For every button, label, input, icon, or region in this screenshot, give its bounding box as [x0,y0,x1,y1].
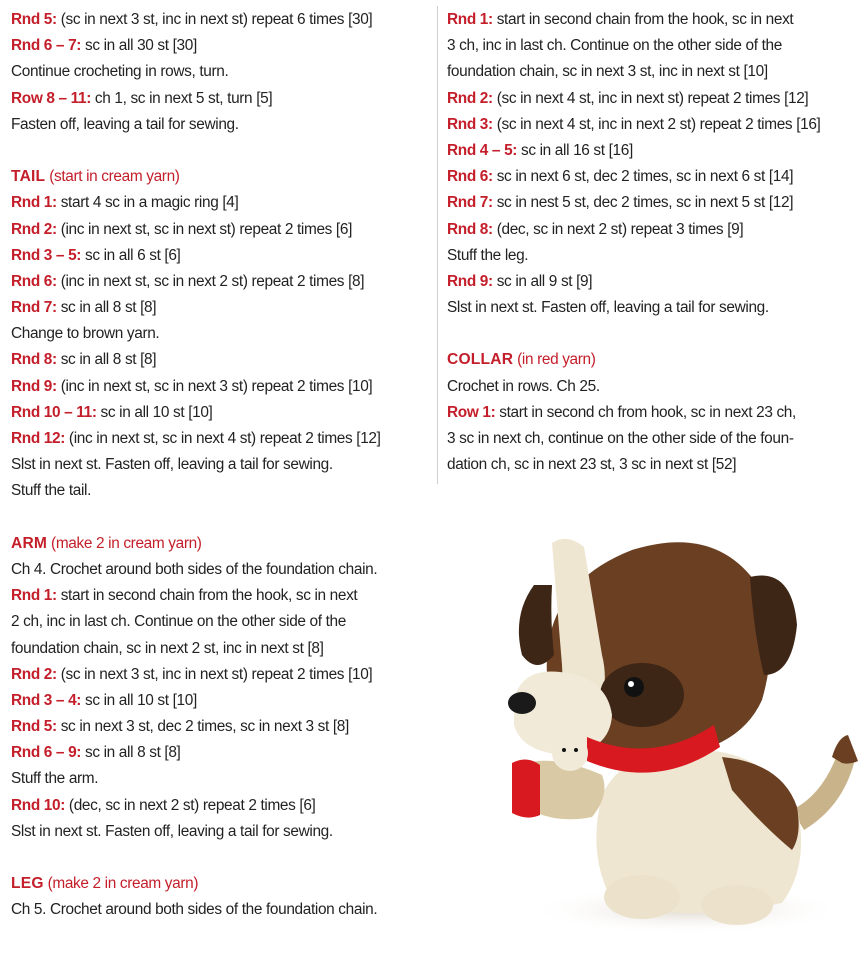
section-subtitle: (make 2 in cream yarn) [47,534,202,552]
pattern-line [11,714,436,740]
instruction-text: start 4 sc in a magic ring [4] [56,194,239,212]
section-subtitle: (in red yarn) [513,351,596,369]
pattern-line [11,59,436,85]
eye-highlight [628,681,634,687]
instruction-text: sc in all 10 st [10] [81,691,197,709]
toy-eye-right [574,748,578,752]
instruction-text: sc in all 8 st [8] [56,299,157,317]
instruction-text: (dec, sc in next 2 st) repeat 2 times [6] [65,796,316,814]
pattern-line [447,7,859,33]
pattern-line [11,793,436,819]
round-label: Rnd 7: [11,299,57,317]
instruction-text: Stuff the tail. [11,482,92,500]
column-divider [437,6,438,484]
round-label: Rnd 4 – 5: [447,141,518,159]
round-label: Rnd 8: [11,351,57,369]
instruction-text: (sc in next 3 st, inc in next st) repeat 2 times [10] [56,665,373,683]
pattern-line [11,243,436,269]
pattern-line [447,374,859,400]
instruction-text: Stuff the leg. [447,246,529,264]
pattern-line [447,138,859,164]
instruction-text: start in second ch from hook, sc in next 23 ch, [495,403,796,421]
round-label: Rnd 2: [11,665,57,683]
pattern-line [11,609,436,635]
instruction-text: Slst in next st. Fasten off, leaving a tail for sewing. [447,299,769,317]
pattern-line [11,426,436,452]
instruction-text: sc in all 8 st [8] [81,744,181,762]
round-label: Row 1: [447,403,496,421]
pattern-line [447,86,859,112]
ear-left-shape [519,585,554,665]
section-title: TAIL [11,168,46,186]
instruction-text: Slst in next st. Fasten off, leaving a tail for sewing. [11,456,333,474]
pattern-line [11,374,436,400]
leg-right-shape [701,885,773,925]
pattern-line [11,819,436,845]
pattern-line [447,33,859,59]
round-label: Rnd 7: [447,194,493,212]
pattern-line [447,295,859,321]
round-label: Rnd 3: [447,115,493,133]
instruction-text: sc in all 8 st [8] [56,351,157,369]
pattern-line [11,452,436,478]
pattern-line [11,86,436,112]
pattern-line [11,269,436,295]
round-label: Rnd 1: [11,194,57,212]
instruction-text: foundation chain, sc in next 3 st, inc in next st [10] [447,63,768,81]
pattern-line [447,400,859,426]
instruction-text: Ch 4. Crochet around both sides of the foundation chain. [11,560,378,578]
pattern-column-right [447,7,859,478]
instruction-text: (sc in next 4 st, inc in next st) repeat 2 times [12] [492,89,809,107]
pattern-line [11,217,436,243]
pattern-line [447,243,859,269]
pattern-line [11,740,436,766]
instruction-text: sc in next 6 st, dec 2 times, sc in next 6 st [14] [492,168,794,186]
sleeve-shape [512,759,540,817]
section-title: COLLAR [447,351,514,369]
round-label: Rnd 1: [11,587,57,605]
pattern-line [11,400,436,426]
round-label: Rnd 6 – 7: [11,37,82,55]
pattern-line [447,59,859,85]
round-label: Rnd 3 – 5: [11,246,82,264]
pattern-line [447,269,859,295]
pattern-line [11,295,436,321]
instruction-text: Continue crocheting in rows, turn. [11,63,229,81]
pattern-line [447,452,859,478]
spacer [11,845,436,871]
round-label: Rnd 5: [11,718,57,736]
instruction-text: Stuff the arm. [11,770,99,788]
instruction-text: (inc in next st, sc in next 4 st) repeat 2 times [12] [65,430,381,447]
pattern-line [11,321,436,347]
pattern-line [11,478,436,504]
pattern-line [447,217,859,243]
round-label: Row 8 – 11: [11,89,91,107]
instruction-text: foundation chain, sc in next 2 st, inc in next st [8] [11,639,324,657]
instruction-text: (sc in next 4 st, inc in next 2 st) repeat 2 times [16] [492,115,821,133]
round-label: Rnd 5: [11,11,57,28]
instruction-text: Change to brown yarn. [11,325,160,343]
instruction-text: sc in all 10 st [10] [96,403,213,421]
spacer [11,138,436,164]
leg-left-shape [604,875,680,919]
instruction-text: 3 sc in next ch, continue on the other side of the foun- [447,430,794,447]
round-label: Rnd 1: [447,11,493,28]
section-subtitle: (start in cream yarn) [45,168,180,186]
eye-patch-shape [600,663,684,727]
round-label: Rnd 9: [11,377,57,395]
instruction-text: (inc in next st, sc in next st) repeat 2 times [6] [56,220,352,238]
instruction-text: Crochet in rows. Ch 25. [447,377,600,395]
instruction-text: sc in nest 5 st, dec 2 times, sc in next 5 st [12] [492,194,794,212]
section-subtitle: (make 2 in cream yarn) [43,875,199,893]
amigurumi-dog-photo [492,525,862,945]
section-heading [447,347,859,373]
spacer [11,505,436,531]
instruction-text: sc in next 3 st, dec 2 times, sc in next 3 st [8] [56,718,349,736]
instruction-text: 3 ch, inc in last ch. Continue on the other side of the [447,37,782,55]
round-label: Rnd 10 – 11: [11,403,97,421]
round-label: Rnd 9: [447,272,493,290]
pattern-line [11,112,436,138]
instruction-text: sc in all 30 st [30] [81,37,197,55]
round-label: Rnd 2: [447,89,493,107]
pattern-line [11,766,436,792]
section-heading [11,164,436,190]
pattern-line [447,164,859,190]
section-heading [11,871,436,897]
instruction-text: (inc in next st, sc in next 2 st) repeat 2 times [8] [56,272,365,290]
pattern-line [11,7,436,33]
instruction-text: start in second chain from the hook, sc in next [56,587,358,605]
pattern-line [11,557,436,583]
instruction-text: sc in all 6 st [6] [81,246,181,264]
round-label: Rnd 8: [447,220,493,238]
pattern-line [447,426,859,452]
round-label: Rnd 10: [11,796,65,814]
instruction-text: Slst in next st. Fasten off, leaving a tail for sewing. [11,822,333,840]
round-label: Rnd 6: [11,272,57,290]
round-label: Rnd 2: [11,220,57,238]
spacer [447,321,859,347]
pattern-line [11,583,436,609]
pattern-line [447,190,859,216]
instruction-text: 2 ch, inc in last ch. Continue on the other side of the [11,613,346,631]
pattern-line [11,190,436,216]
section-title: ARM [11,534,48,552]
pattern-line [11,688,436,714]
nose-shape [508,692,536,714]
pattern-line [11,347,436,373]
pattern-line [11,662,436,688]
round-label: Rnd 6: [447,168,493,186]
section-heading [11,531,436,557]
instruction-text: (sc in next 3 st, inc in next st) repeat 6 times [30] [56,11,373,28]
section-title: LEG [11,875,44,893]
instruction-text: dation ch, sc in next 23 st, 3 sc in next st [52] [447,456,737,474]
instruction-text: Fasten off, leaving a tail for sewing. [11,115,239,133]
eye-shape [624,677,644,697]
pattern-line [11,636,436,662]
round-label: Rnd 3 – 4: [11,691,82,709]
instruction-text: (inc in next st, sc in next 3 st) repeat 2 times [10] [56,377,373,395]
toy-eye-left [562,748,566,752]
pattern-line [447,112,859,138]
instruction-text: sc in all 9 st [9] [492,272,593,290]
pattern-line [11,897,436,923]
instruction-text: (dec, sc in next 2 st) repeat 3 times [9] [492,220,744,238]
instruction-text: start in second chain from the hook, sc in next [492,11,794,28]
instruction-text: sc in all 16 st [16] [517,141,633,159]
pattern-column-left [11,7,436,924]
tail-shape [792,755,854,830]
round-label: Rnd 6 – 9: [11,744,82,762]
instruction-text: ch 1, sc in next 5 st, turn [5] [90,89,273,107]
round-label: Rnd 12: [11,430,65,447]
toy-head-shape [552,735,588,771]
instruction-text: Ch 5. Crochet around both sides of the foundation chain. [11,901,378,919]
pattern-line [11,33,436,59]
